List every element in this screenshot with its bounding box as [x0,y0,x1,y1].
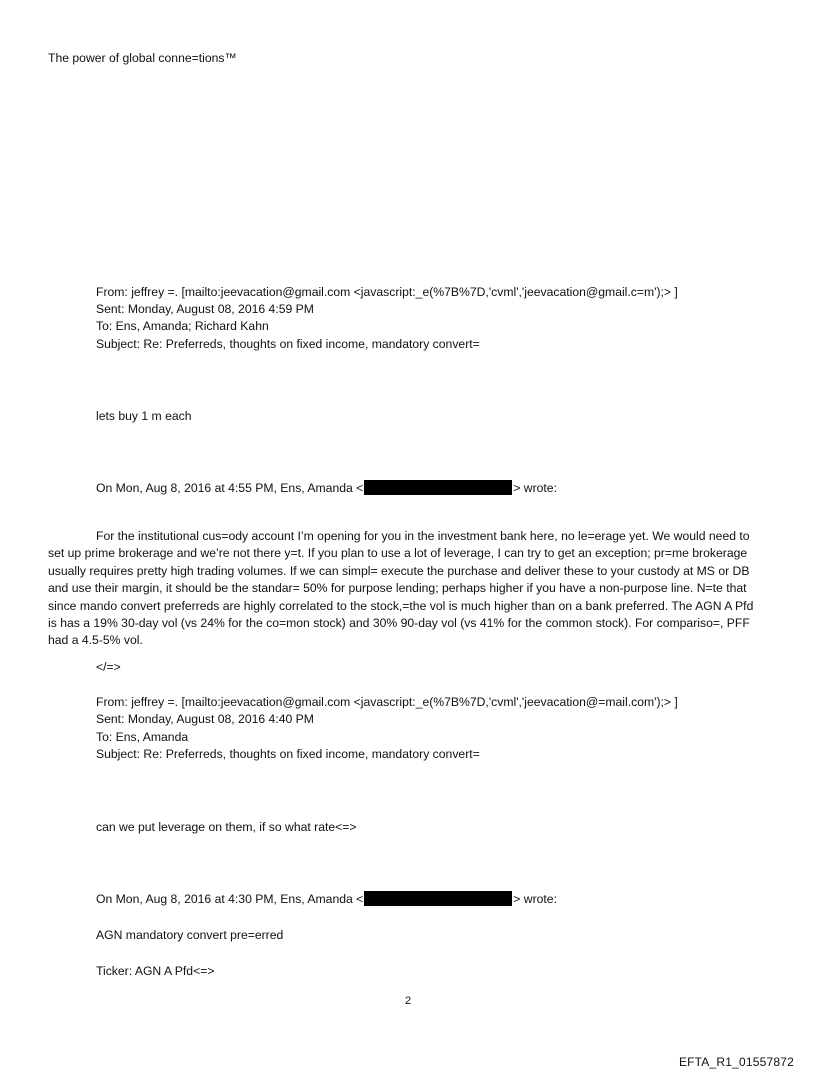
closing-tag: </=> [96,660,121,674]
quote-header-2 [96,891,557,907]
sent-line: Sent: Monday, August 08, 2016 4:59 PM [96,302,314,316]
reply-text: can we put leverage on them, if so what rate<=> [96,820,357,834]
sent-line: Sent: Monday, August 08, 2016 4:40 PM [96,712,314,726]
reply-text: lets buy 1 m each [96,409,192,423]
list-item: AGN mandatory convert pre=erred [96,928,284,942]
quote-suffix: > wrote: [513,892,557,906]
redaction-bar [364,891,512,906]
quote-header-1 [96,480,557,496]
page-number: 2 [404,995,412,1007]
tagline: The power of global conne=tions™ [48,51,237,65]
message-paragraph: For the institutional cus=ody account I’m opening for you in the investment bank here, no le=erage yet. We would need to set up prime brokerage and we’re not there y=t. If you plan to use a lot of leverage, I can try to get an exception; pr=me brokerage usually requires pretty high trading volumes. If we can simpl= execute the purchase and deliver these to your custody at MS or DB and use their margin, it should be the standar= 50% for purpose lending; perhaps higher if you have a non-purpose line. N=te that since mando convert preferreds are highly correlated to the stock,=the vol is much higher than on a bank preferred. The AGN A Pfd is has a 19% 30-day vol (vs 24% for the co=mon stock) and 30% 90-day vol (vs 41% for the common stock). For compariso=, PFF had a 4.5-5% vol. [48,529,754,648]
quote-prefix: On Mon, Aug 8, 2016 at 4:30 PM, Ens, Amanda < [96,892,364,906]
to-line: To: Ens, Amanda [96,730,189,744]
redaction-bar [364,480,512,495]
bates-number: EFTA_R1_01557872 [678,1055,794,1069]
quote-suffix: > wrote: [513,481,557,495]
subject-line: Subject: Re: Preferreds, thoughts on fixed income, mandatory convert= [96,337,480,351]
from-line: From: jeffrey =. [mailto:jeevacation@gmail.com <javascript:_e(%7B%7D,'cvml','jeevacation@=mail.com');> ] [96,695,678,709]
subject-line: Subject: Re: Preferreds, thoughts on fixed income, mandatory convert= [96,747,480,761]
to-line: To: Ens, Amanda; Richard Kahn [96,319,269,333]
list-item: Ticker: AGN A Pfd<=> [96,964,215,978]
quote-prefix: On Mon, Aug 8, 2016 at 4:55 PM, Ens, Amanda < [96,481,364,495]
from-line: From: jeffrey =. [mailto:jeevacation@gmail.com <javascript:_e(%7B%7D,'cvml','jeevacation@gmail.c=m');> ] [96,285,678,299]
